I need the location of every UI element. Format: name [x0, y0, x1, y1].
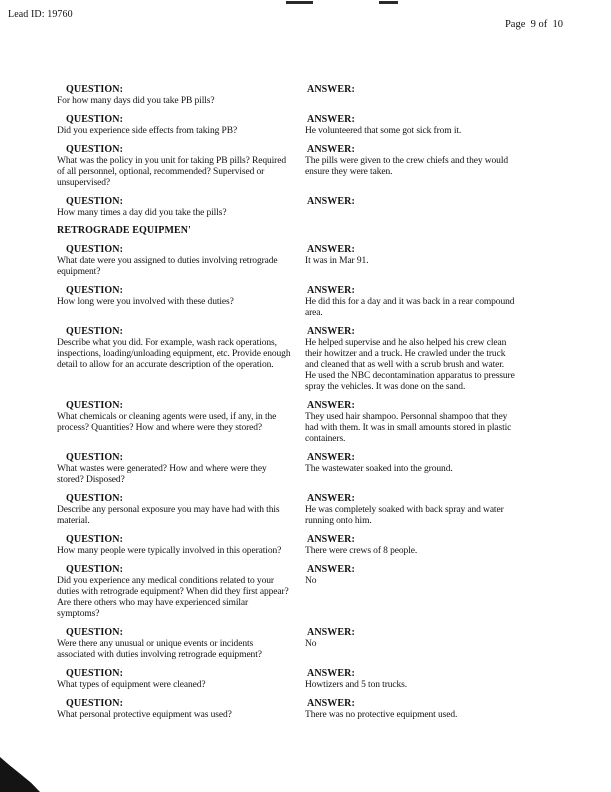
qa-list — [57, 83, 519, 727]
qa-row — [57, 451, 519, 486]
qa-row — [57, 533, 519, 557]
answer-label: ANSWER: — [307, 326, 355, 337]
answer-label: ANSWER: — [307, 534, 355, 545]
qa-row — [57, 667, 519, 691]
answer-block — [305, 533, 517, 557]
qa-row — [57, 563, 519, 620]
question-block — [57, 195, 292, 219]
answer-text: The pills were given to the crew chiefs and they would ensure they were taken. — [305, 156, 509, 177]
question-text: What wastes were generated? How and where were they stored? Disposed? — [57, 464, 267, 485]
question-label: QUESTION: — [66, 564, 124, 575]
answer-label: ANSWER: — [307, 114, 355, 125]
answer-text: It was in Mar 91. — [305, 256, 369, 266]
answer-label: ANSWER: — [307, 144, 355, 155]
question-label: QUESTION: — [66, 84, 124, 95]
question-text: How many people were typically involved in this operation? — [57, 546, 282, 556]
answer-text: He did this for a day and it was back in a rear compound area. — [305, 297, 515, 318]
question-block — [57, 284, 292, 319]
question-text: How many times a day did you take the pills? — [57, 208, 227, 218]
question-block — [57, 626, 292, 661]
section-heading: RETROGRADE EQUIPMEN' — [57, 225, 191, 236]
qa-row — [57, 195, 519, 219]
question-block — [57, 563, 292, 620]
qa-row — [57, 83, 519, 107]
question-label: QUESTION: — [66, 627, 124, 638]
qa-row — [57, 284, 519, 319]
lead-id: Lead ID: 19760 — [8, 9, 73, 20]
answer-block — [305, 195, 517, 219]
question-label: QUESTION: — [66, 114, 124, 125]
qa-row — [57, 626, 519, 661]
question-label: QUESTION: — [66, 285, 124, 296]
answer-block — [305, 626, 517, 661]
answer-block — [305, 143, 517, 189]
question-text: How long were you involved with these duties? — [57, 297, 234, 307]
answer-text: No — [305, 639, 317, 649]
question-block — [57, 451, 292, 486]
answer-block — [305, 325, 517, 393]
question-text: What date were you assigned to duties involving retrograde equipment? — [57, 256, 278, 277]
question-label: QUESTION: — [66, 534, 124, 545]
question-label: QUESTION: — [66, 698, 124, 709]
answer-block — [305, 492, 517, 527]
question-block — [57, 143, 292, 189]
question-block — [57, 492, 292, 527]
qa-row — [57, 143, 519, 189]
question-label: QUESTION: — [66, 400, 124, 411]
scan-artifact-mark — [379, 1, 398, 4]
scan-artifact-mark — [286, 1, 313, 4]
answer-text: They used hair shampoo. Personnal shampoo that they had with them. It was in small amounts stored in plastic containers. — [305, 412, 512, 444]
answer-text: He was completely soaked with back spray and water running onto him. — [305, 505, 504, 526]
answer-label: ANSWER: — [307, 452, 355, 463]
qa-row — [57, 325, 519, 393]
answer-block — [305, 563, 517, 620]
answer-block — [305, 243, 517, 278]
answer-label: ANSWER: — [307, 627, 355, 638]
question-text: For how many days did you take PB pills? — [57, 96, 215, 106]
question-block — [57, 667, 292, 691]
section-heading-row — [57, 225, 519, 236]
qa-row — [57, 399, 519, 445]
question-block — [57, 113, 292, 137]
question-block — [57, 243, 292, 278]
answer-label: ANSWER: — [307, 668, 355, 679]
question-text: What types of equipment were cleaned? — [57, 680, 206, 690]
question-block — [57, 325, 292, 393]
question-block — [57, 697, 292, 721]
answer-block — [305, 113, 517, 137]
question-label: QUESTION: — [66, 196, 124, 207]
question-block — [57, 83, 292, 107]
answer-label: ANSWER: — [307, 84, 355, 95]
answer-label: ANSWER: — [307, 400, 355, 411]
answer-text: Howtizers and 5 ton trucks. — [305, 680, 408, 690]
qa-row — [57, 113, 519, 137]
answer-label: ANSWER: — [307, 244, 355, 255]
question-text: Were there any unusual or unique events or incidents associated with duties involving retrograde equipment? — [57, 639, 262, 660]
question-label: QUESTION: — [66, 244, 124, 255]
answer-text: There was no protective equipment used. — [305, 710, 458, 720]
page-number: Page 9 of 10 — [504, 19, 563, 30]
question-text: Describe any personal exposure you may have had with this material. — [57, 505, 280, 526]
answer-block — [305, 451, 517, 486]
answer-block — [305, 284, 517, 319]
question-block — [57, 399, 292, 445]
answer-block — [305, 83, 517, 107]
qa-row — [57, 243, 519, 278]
question-label: QUESTION: — [66, 326, 124, 337]
answer-text: He helped supervise and he also helped his crew clean their howitzer and a truck. He crawled under the truck and cleaned that as well with a scrub brush and water. He used the NBC decontamination apparatus to pressure spray the vehicles. It was done on the sand. — [305, 338, 515, 392]
answer-text: There were crews of 8 people. — [305, 546, 418, 556]
answer-block — [305, 399, 517, 445]
question-label: QUESTION: — [66, 452, 124, 463]
answer-label: ANSWER: — [307, 196, 355, 207]
answer-text: The wastewater soaked into the ground. — [305, 464, 453, 474]
answer-label: ANSWER: — [307, 564, 355, 575]
question-text: What personal protective equipment was used? — [57, 710, 232, 720]
question-label: QUESTION: — [66, 493, 124, 504]
answer-block — [305, 667, 517, 691]
answer-label: ANSWER: — [307, 493, 355, 504]
question-text: Describe what you did. For example, wash rack operations, inspections, loading/unloading equipment, etc. Provide enough detail to allow for an accurate description of the operation. — [57, 338, 291, 370]
answer-label: ANSWER: — [307, 285, 355, 296]
answer-label: ANSWER: — [307, 698, 355, 709]
question-text: What was the policy in you unit for taking PB pills? Required of all personnel, optional, recommended? Supervised or unsupervised? — [57, 156, 286, 188]
answer-block — [305, 697, 517, 721]
question-label: QUESTION: — [66, 144, 124, 155]
qa-row — [57, 697, 519, 721]
question-text: What chemicals or cleaning agents were used, if any, in the process? Quantities? How and where were they stored? — [57, 412, 277, 433]
question-label: QUESTION: — [66, 668, 124, 679]
question-text: Did you experience any medical conditions related to your duties with retrograde equipment? When did they first appear? Are there others who may have experienced similar symptoms? — [57, 576, 289, 619]
question-block — [57, 533, 292, 557]
answer-text: No — [305, 576, 317, 586]
qa-row — [57, 492, 519, 527]
answer-text: He volunteered that some got sick from it. — [305, 126, 462, 136]
scan-artifact-corner — [0, 754, 40, 792]
question-text: Did you experience side effects from taking PB? — [57, 126, 238, 136]
